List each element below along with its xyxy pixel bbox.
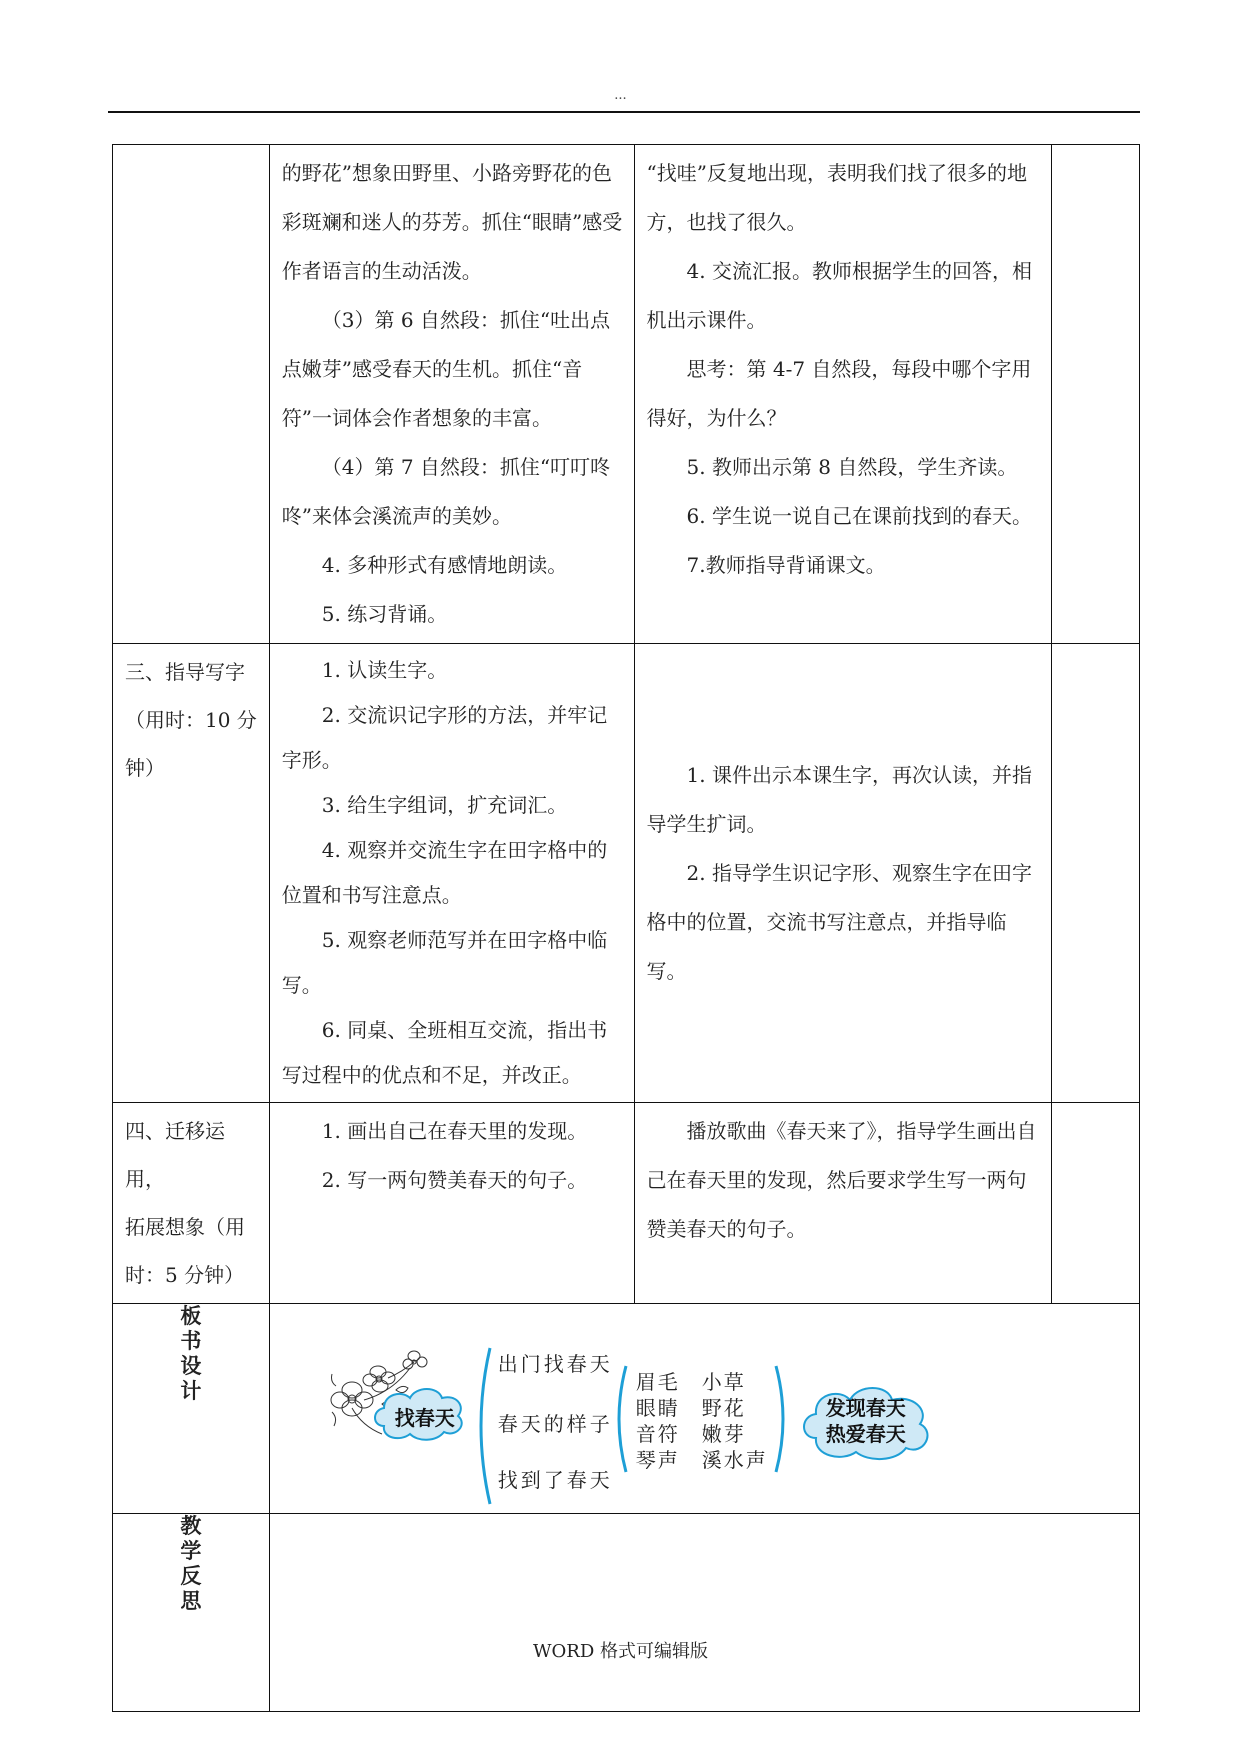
teacher-paragraph: 思考：第 4-7 自然段，每段中哪个字用得好，为什么？ [646,357,1032,430]
stage-text: 三、指导写字 [125,660,245,684]
pair-row: 眼睛 野花 [635,1396,746,1420]
student-activity-cell [269,1103,634,1304]
student-paragraph: 6. 同桌、全班相互交流，指出书写过程中的优点和不足，并改正。 [281,1018,608,1087]
board-title: 找春天 [394,1406,455,1430]
board-design-label: 板书设计 [180,1304,202,1403]
student-paragraph: 5. 练习背诵。 [321,602,448,626]
reflection-label: 教学反思 [180,1514,202,1613]
student-paragraph: 1. 认读生字。 [321,658,448,682]
teacher-paragraph: 5. 教师出示第 8 自然段，学生齐读。 [686,455,1018,479]
board-line-3: 找到了春天 [497,1468,613,1492]
note-cell [1051,145,1139,644]
student-paragraph: 的野花”想象田野里、小路旁野花的色彩斑斓和迷人的芬芳。抓住“眼睛”感受作者语言的生动活泼。 [281,161,623,283]
header-rule [108,111,1140,113]
header-dots: ... [614,88,627,103]
pair-row: 音符 嫩芽 [635,1422,746,1446]
note-cell [1051,1103,1139,1304]
teacher-activity-cell [634,644,1051,1103]
student-paragraph: 5. 观察老师范写并在田字格中临写。 [281,928,608,997]
teacher-paragraph: “找哇”反复地出现，表明我们找了很多的地方，也找了很久。 [646,161,1027,234]
teacher-paragraph: 2. 指导学生识记字形、观察生字在田字格中的位置，交流书写注意点，并指导临写。 [646,860,1032,983]
pair-row: 琴声 溪水声 [635,1448,768,1472]
board-design-cell [269,1304,1139,1514]
board-design-label-cell [113,1304,270,1514]
student-paragraph: （3）第 6 自然段：抓住“吐出点点嫩芽”感受春天的生机。抓住“音符”一词体会作者想象的丰富。 [281,308,611,430]
stage-text: 时：5 分钟） [125,1263,245,1287]
board-design [270,1304,1139,1512]
reflection-label-cell [113,1514,270,1712]
teacher-paragraph: 4. 交流汇报。教师根据学生的回答，相机出示课件。 [646,259,1032,332]
reflection-row [113,1514,1140,1712]
stage-text: 钟） [125,756,165,780]
student-paragraph: 2. 交流识记字形的方法，并牢记字形。 [281,703,608,772]
student-activity-cell [269,644,634,1103]
stage-text: 拓展想象（用 [125,1215,245,1239]
middle-bracket-shape [610,1364,628,1474]
table-row [113,644,1140,1103]
board-line-2: 春天的样子 [497,1412,613,1436]
table-row [113,145,1140,644]
student-activity-cell [269,145,634,644]
teacher-activity-cell [634,1103,1051,1304]
student-paragraph: 1. 画出自己在春天里的发现。 [321,1119,588,1143]
table-row [113,1103,1140,1304]
teacher-activity-cell [634,145,1051,644]
teacher-paragraph: 播放歌曲《春天来了》，指导学生画出自己在春天里的发现，然后要求学生写一两句赞美春天的句子。 [646,1119,1037,1241]
conclusion-line-1: 发现春天 [825,1396,906,1420]
student-paragraph: 4. 多种形式有感情地朗读。 [321,553,568,577]
stage-text: 四、迁移运用， [125,1119,225,1191]
right-bracket-shape [774,1364,792,1474]
board-design-row [113,1304,1140,1514]
conclusion-line-2: 热爱春天 [825,1422,906,1446]
stage-cell [113,644,270,1103]
lesson-plan-table [112,144,1140,1712]
student-paragraph: 2. 写一两句赞美春天的句子。 [321,1168,588,1192]
pair-row: 眉毛 小草 [635,1370,746,1394]
stage-text: （用时：10 分 [125,708,257,732]
board-line-1: 出门找春天 [497,1352,613,1376]
teacher-paragraph: 1. 课件出示本课生字，再次认读，并指导学生扩词。 [646,762,1032,836]
student-paragraph: 4. 观察并交流生字在田字格中的位置和书写注意点。 [281,838,608,907]
teacher-paragraph: 7.教师指导背诵课文。 [686,553,886,577]
note-cell [1051,644,1139,1103]
stage-cell [113,145,270,644]
footer-text: WORD 格式可编辑版 [533,1641,708,1662]
student-paragraph: （4）第 7 自然段：抓住“叮叮咚咚”来体会溪流声的美妙。 [281,455,611,528]
reflection-cell [269,1514,1139,1712]
student-paragraph: 3. 给生字组词，扩充词汇。 [321,793,568,817]
stage-cell [113,1103,270,1304]
left-bracket-shape [470,1346,494,1506]
teacher-paragraph: 6. 学生说一说自己在课前找到的春天。 [686,504,1032,528]
